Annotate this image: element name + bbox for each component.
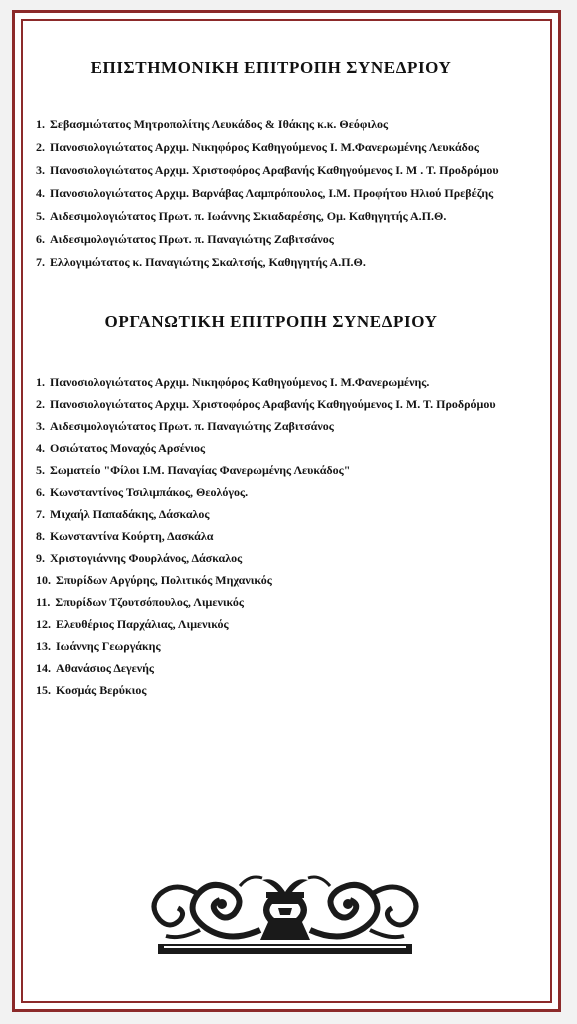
organizing-member-item bbox=[36, 440, 506, 456]
member-number: 10. bbox=[36, 573, 51, 587]
member-text: Πανοσιολογιώτατος Αρχιμ. Νικηφόρος Καθηγούμενος Ι. Μ.Φανερωμένης Λευκάδος bbox=[50, 140, 479, 154]
member-number: 8. bbox=[36, 529, 45, 543]
scientific-committee-list bbox=[36, 116, 506, 270]
organizing-member-item bbox=[36, 572, 506, 588]
organizing-member-item bbox=[36, 418, 506, 434]
member-text: Πανοσιολογιώτατος Αρχιμ. Βαρνάβας Λαμπρόπουλος, Ι.Μ. Προφήτου Ηλιού Πρεβέζης bbox=[50, 186, 494, 200]
scientific-member-item bbox=[36, 116, 506, 132]
member-text: Σπυρίδων Τζουτσόπουλος, Λιμενικός bbox=[55, 595, 244, 609]
organizing-member-item bbox=[36, 528, 506, 544]
scientific-member-item bbox=[36, 139, 506, 155]
organizing-member-item bbox=[36, 374, 506, 390]
member-number: 1. bbox=[36, 117, 45, 131]
member-text: Αιδεσιμολογιώτατος Πρωτ. π. Παναγιώτης Ζαβιτσάνος bbox=[50, 419, 334, 433]
organizing-member-item bbox=[36, 484, 506, 500]
organizing-member-item bbox=[36, 638, 506, 654]
member-text: Κωνσταντίνα Κούρτη, Δασκάλα bbox=[50, 529, 214, 543]
member-text: Πανοσιολογιώτατος Αρχιμ. Χριστοφόρος Αραβανής Καθηγούμενος Ι. Μ . Τ. Προδρόμου bbox=[50, 163, 499, 177]
byzantine-ornament-icon bbox=[140, 870, 430, 962]
member-text: Πανοσιολογιώτατος Αρχιμ. Νικηφόρος Καθηγούμενος Ι. Μ.Φανερωμένης. bbox=[50, 375, 430, 389]
scientific-member-item bbox=[36, 185, 506, 201]
member-number: 7. bbox=[36, 507, 45, 521]
member-text: Ελευθέριος Παρχάλιας, Λιμενικός bbox=[56, 617, 229, 631]
organizing-member-item bbox=[36, 660, 506, 676]
scientific-member-item bbox=[36, 254, 506, 270]
member-text: Κοσμάς Βερύκιος bbox=[56, 683, 147, 697]
member-number: 5. bbox=[36, 463, 45, 477]
organizing-member-item bbox=[36, 462, 506, 478]
organizing-committee-list bbox=[36, 374, 506, 698]
member-number: 11. bbox=[36, 595, 51, 609]
organizing-member-item bbox=[36, 616, 506, 632]
member-number: 7. bbox=[36, 255, 45, 269]
member-number: 13. bbox=[36, 639, 51, 653]
member-number: 1. bbox=[36, 375, 45, 389]
member-number: 15. bbox=[36, 683, 51, 697]
member-number: 3. bbox=[36, 419, 45, 433]
scientific-committee-title: ΕΠΙΣΤΗΜΟΝΙΚΗ ΕΠΙΤΡΟΠΗ ΣΥΝΕΔΡΙΟΥ bbox=[90, 58, 452, 77]
organizing-committee-title: ΟΡΓΑΝΩΤΙΚΗ ΕΠΙΤΡΟΠΗ ΣΥΝΕΔΡΙΟΥ bbox=[104, 312, 438, 331]
organizing-member-item bbox=[36, 550, 506, 566]
member-text: Αιδεσιμολογιώτατος Πρωτ. π. Παναγιώτης Ζαβιτσάνος bbox=[50, 232, 334, 246]
organizing-member-item bbox=[36, 506, 506, 522]
organizing-member-item bbox=[36, 594, 506, 610]
member-text: Ελλογιμώτατος κ. Παναγιώτης Σκαλτσής, Καθηγητής Α.Π.Θ. bbox=[50, 255, 366, 269]
member-number: 4. bbox=[36, 186, 45, 200]
member-text: Μιχαήλ Παπαδάκης, Δάσκαλος bbox=[50, 507, 210, 521]
member-number: 6. bbox=[36, 485, 45, 499]
scientific-member-item bbox=[36, 162, 506, 178]
member-number: 3. bbox=[36, 163, 45, 177]
member-text: Οσιώτατος Μοναχός Αρσένιος bbox=[50, 441, 206, 455]
member-number: 5. bbox=[36, 209, 45, 223]
organizing-member-item bbox=[36, 682, 506, 698]
member-text: Κωνσταντίνος Τσιλιμπάκος, Θεολόγος. bbox=[50, 485, 249, 499]
member-text: Σπυρίδων Αργύρης, Πολιτικός Μηχανικός bbox=[56, 573, 272, 587]
member-text: Αθανάσιος Δεγενής bbox=[56, 661, 154, 675]
member-text: Αιδεσιμολογιώτατος Πρωτ. π. Ιωάννης Σκιαδαρέσης, Ομ. Καθηγητής Α.Π.Θ. bbox=[50, 209, 447, 223]
member-text: Σεβασμιώτατος Μητροπολίτης Λευκάδος & Ιθάκης κ.κ. Θεόφιλος bbox=[50, 117, 389, 131]
member-number: 9. bbox=[36, 551, 45, 565]
scientific-member-item bbox=[36, 231, 506, 247]
member-number: 12. bbox=[36, 617, 51, 631]
member-number: 2. bbox=[36, 397, 45, 411]
member-number: 6. bbox=[36, 232, 45, 246]
member-text: Ιωάννης Γεωργάκης bbox=[56, 639, 161, 653]
member-text: Πανοσιολογιώτατος Αρχιμ. Χριστοφόρος Αραβανής Καθηγούμενος Ι. Μ. Τ. Προδρόμου bbox=[50, 397, 496, 411]
member-text: Σωματείο "Φίλοι Ι.Μ. Παναγίας Φανερωμένης Λευκάδος" bbox=[50, 463, 351, 477]
scientific-member-item bbox=[36, 208, 506, 224]
document-content bbox=[36, 52, 506, 704]
member-number: 4. bbox=[36, 441, 45, 455]
organizing-member-item bbox=[36, 396, 506, 412]
member-number: 14. bbox=[36, 661, 51, 675]
member-number: 2. bbox=[36, 140, 45, 154]
member-text: Χριστογιάννης Φουρλάνος, Δάσκαλος bbox=[50, 551, 243, 565]
